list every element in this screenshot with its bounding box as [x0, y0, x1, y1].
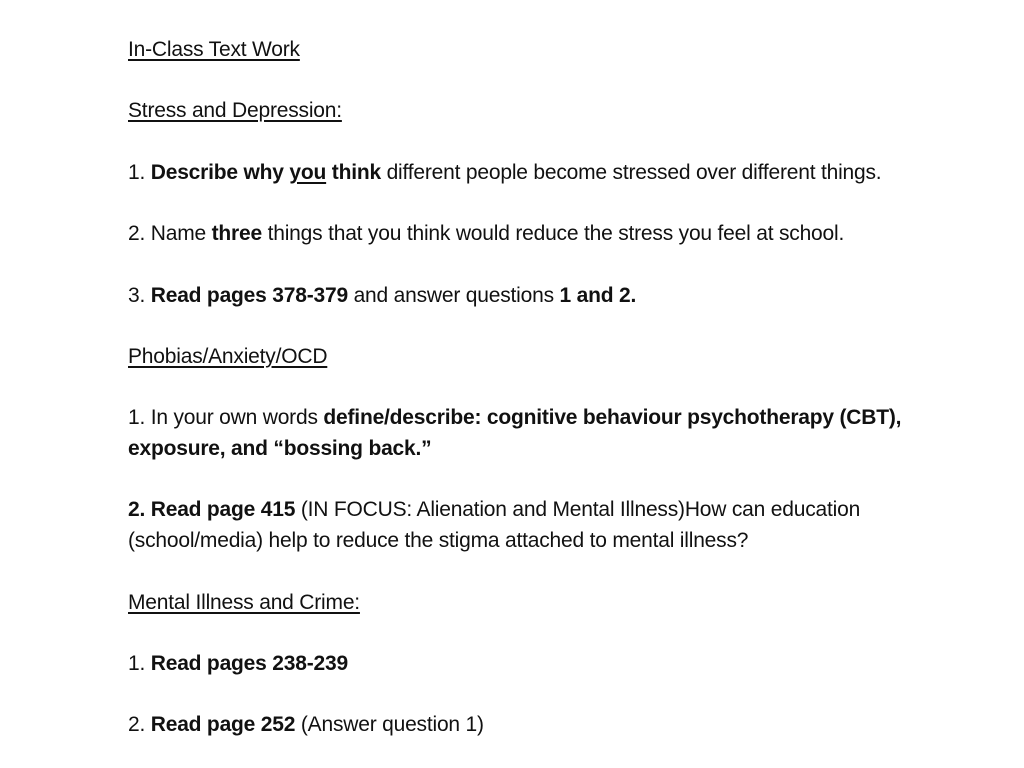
question-number: 3. — [128, 283, 151, 307]
bold-text: Read pages 378-379 — [150, 283, 348, 307]
spacer — [128, 250, 998, 281]
bold-text: Read page 252 — [150, 713, 296, 737]
question-text: and answer questions — [347, 283, 560, 307]
question-phobias-1 — [128, 403, 998, 464]
bold-text: think — [326, 160, 381, 184]
bold-text: Describe why — [150, 160, 290, 184]
question-text: (IN FOCUS: Alienation and Mental Illness)How can education (school/media) help to reduce the stigma attached to mental illness? — [128, 498, 861, 553]
bold-text: 1 and 2. — [559, 283, 637, 307]
question-number: 2. Name — [128, 222, 212, 246]
document-body — [128, 35, 998, 741]
question-stress-1 — [128, 158, 998, 189]
spacer — [128, 557, 998, 588]
question-crime-1 — [128, 649, 998, 680]
spacer — [128, 465, 998, 496]
bold-text: Read pages 238-239 — [150, 651, 348, 675]
question-number: 1. — [128, 651, 151, 675]
question-number: 1. — [128, 160, 151, 184]
section-heading-crime: Mental Illness and Crime: — [128, 590, 360, 614]
spacer — [128, 311, 998, 342]
question-phobias-2 — [128, 495, 998, 556]
spacer — [128, 188, 998, 219]
spacer — [128, 373, 998, 404]
question-crime-2 — [128, 710, 998, 741]
bold-text: three — [211, 222, 262, 246]
section-heading-phobias: Phobias/Anxiety/OCD — [128, 344, 328, 368]
question-text: different people become stressed over different things. — [380, 160, 882, 184]
spacer — [128, 680, 998, 711]
question-number: 2. — [128, 713, 151, 737]
question-text: (Answer question 1) — [295, 713, 484, 737]
bold-text: define/describe: cognitive behaviour psychotherapy (CBT), exposure, and “bossing back.” — [128, 406, 902, 461]
page-title: In-Class Text Work — [128, 38, 300, 61]
question-stress-2 — [128, 219, 998, 250]
spacer — [128, 127, 998, 158]
question-text: things that you think would reduce the stress you feel at school. — [261, 222, 845, 246]
question-stress-3 — [128, 281, 998, 312]
section-heading-stress: Stress and Depression: — [128, 99, 342, 123]
spacer — [128, 66, 998, 97]
spacer — [128, 618, 998, 649]
question-number: 1. In your own words — [128, 406, 324, 430]
bold-text: 2. Read page 415 — [128, 498, 296, 522]
bold-underlined-text: you — [289, 160, 327, 184]
